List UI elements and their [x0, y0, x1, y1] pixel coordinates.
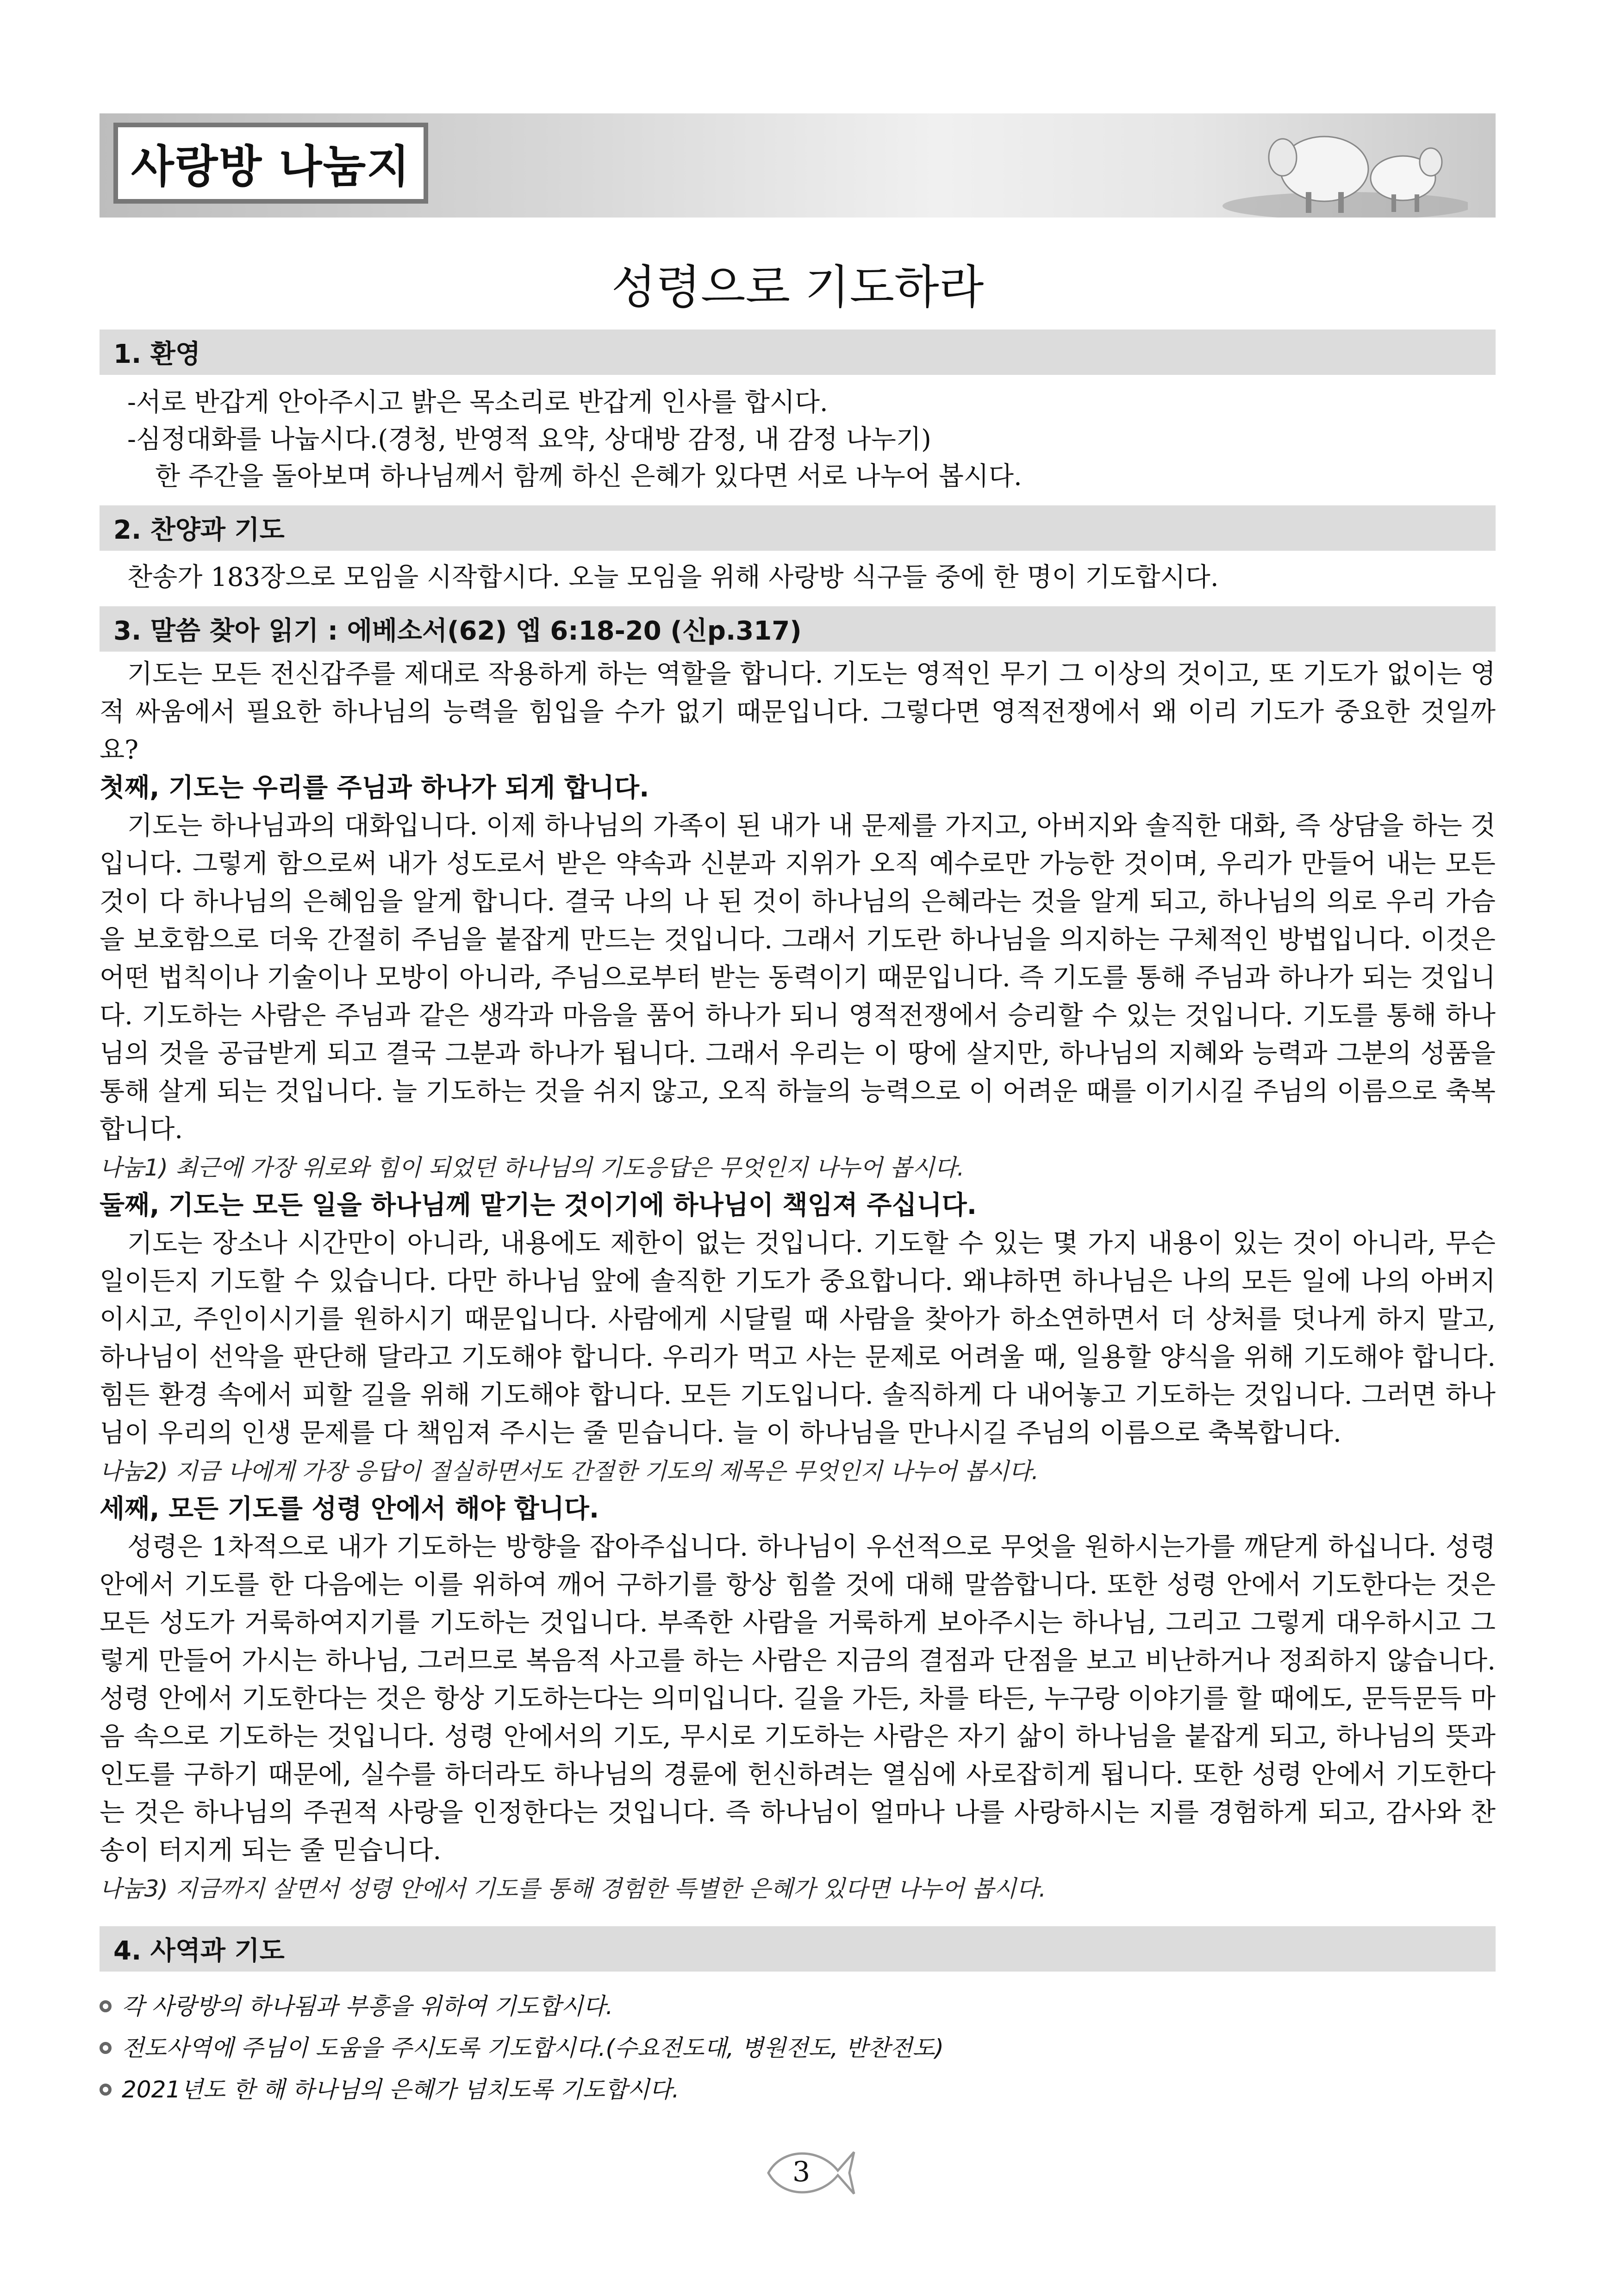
share-question-two: 나눔2) 지금 나에게 가장 응답이 절실하면서도 간절한 기도의 제목은 무엇인지 나누어 봅시다. [100, 1458, 1039, 1485]
sheep-illustration [1209, 113, 1468, 218]
section-heading-ministry: 4. 사역과 기도 [100, 1926, 1496, 1972]
prayer-item [100, 2069, 1496, 2110]
bullet-icon [100, 2084, 112, 2096]
banner-title: 사랑방 나눔지 [113, 123, 428, 204]
praise-text: 찬송가 183장으로 모임을 시작합시다. 오늘 모임을 위해 사랑방 식구들 중에 한 명이 기도합시다. [127, 562, 1219, 592]
share-question-three: 나눔3) 지금까지 살면서 성령 안에서 기도를 통해 경험한 특별한 은혜가 있다면 나누어 봅시다. [100, 1875, 1047, 1902]
section-heading-scripture: 3. 말씀 찾아 읽기 : 에베소서(62) 엡 6:18-20 (신p.317) [100, 606, 1496, 652]
point-two-text: 기도는 장소나 시간만이 아니라, 내용에도 제한이 없는 것입니다. 기도할 수 있는 몇 가지 내용이 있는 것이 아니라, 무슨 일이든지 기도할 수 있습니다. 다만 하나님 앞에 솔직한 기도가 중요합니다. 왜냐하면 하나님은 나의 모든 일에 나의 아버지이시고, 주인이시기를 원하시기 때문입니다. 사람에게 시달릴 때 사람을 찾아가 하소연하면서 더 상처를 덧나게 하지 말고, 하나님이 선악을 판단해 달라고 기도해야 합니다. 우리가 먹고 사는 문제로 어려울 때, 일용할 양식을 위해 기도해야 합니다. 힘든 환경 속에서 피할 길을 위해 기도해야 합니다. 모든 기도입니다. 솔직하게 다 내어놓고 기도하는 것입니다. 그러면 하나님이 우리의 인생 문제를 다 책임져 주시는 줄 믿습니다. 늘 이 하나님을 만나시길 주님의 이름으로 축복합니다. [100, 1228, 1496, 1448]
welcome-line: -서로 반갑게 안아주시고 밝은 목소리로 반갑게 인사를 합시다. [127, 387, 828, 417]
welcome-line: -심정대화를 나눕시다.(경청, 반영적 요약, 상대방 감정, 내 감정 나누기) [127, 424, 931, 454]
welcome-line: 한 주간을 돌아보며 하나님께서 함께 하신 은혜가 있다면 서로 나누어 봅시다. [155, 461, 1022, 492]
point-three-text: 성령은 1차적으로 내가 기도하는 방향을 잡아주십니다. 하나님이 우선적으로 무엇을 원하시는가를 깨닫게 하십니다. 성령 안에서 기도를 한 다음에는 이를 위하여 깨어 구하기를 항상 힘쓸 것에 대해 말씀합니다. 또한 성령 안에서 기도한다는 것은 모든 성도가 거룩하여지기를 기도하는 것입니다. 부족한 사람을 거룩하게 보아주시는 하나님, 그리고 그렇게 대우하시고 그렇게 만들어 가시는 하나님, 그러므로 복음적 사고를 하는 사람은 지금의 결점과 단점을 보고 비난하거나 정죄하지 않습니다. 성령 안에서 기도한다는 것은 항상 기도하는다는 의미입니다. 길을 가든, 차를 타든, 누구랑 이야기를 할 때에도, 문득문득 마음 속으로 기도하는 것입니다. 성령 안에서의 기도, 무시로 기도하는 사람은 자기 삶이 하나님을 붙잡게 되고, 하나님의 뜻과 인도를 구하기 때문에, 실수를 하더라도 하나님의 경륜에 헌신하려는 열심에 사로잡히게 됩니다. 또한 성령 안에서 기도한다는 것은 하나님의 주권적 사랑을 인정한다는 것입니다. 즉 하나님이 얼마나 나를 사랑하시는 지를 경험하게 되고, 감사와 찬송이 터지게 되는 줄 믿습니다. [100, 1532, 1496, 1866]
point-one-text: 기도는 하나님과의 대화입니다. 이제 하나님의 가족이 된 내가 내 문제를 가지고, 아버지와 솔직한 대화, 즉 상담을 하는 것입니다. 그렇게 함으로써 내가 성도로서 받은 약속과 신분과 지위가 오직 예수로만 가능한 것이며, 우리가 만들어 내는 모든 것이 다 하나님의 은혜임을 알게 합니다. 결국 나의 나 된 것이 하나님의 은혜라는 것을 알게 되고, 하나님의 의로 우리 가슴을 보호함으로 더욱 간절히 주님을 붙잡게 만드는 것입니다. 그래서 기도란 하나님을 의지하는 구체적인 방법입니다. 이것은 어떤 법칙이나 기술이나 모방이 아니라, 주님으로부터 받는 동력이기 때문입니다. 즉 기도를 통해 주님과 하나가 되는 것입니다. 기도하는 사람은 주님과 같은 생각과 마음을 품어 하나가 되니 영적전쟁에서 승리할 수 있는 것입니다. 기도를 통해 하나님의 것을 공급받게 되고 결국 그분과 하나가 됩니다. 그래서 우리는 이 땅에 살지만, 하나님의 지혜와 능력과 그분의 성품을 통해 살게 되는 것입니다. 늘 기도하는 것을 쉬지 않고, 오직 하늘의 능력으로 이 어려운 때를 이기시길 주님의 이름으로 축복합니다. [100, 811, 1496, 1145]
point-one-title: 첫째, 기도는 우리를 주님과 하나가 되게 합니다. [100, 773, 649, 803]
page-number-badge [764, 2143, 856, 2203]
bullet-icon [100, 2000, 112, 2012]
share-question-one: 나눔1) 최근에 가장 위로와 힘이 되었던 하나님의 기도응답은 무엇인지 나누어 봅시다. [100, 1154, 965, 1181]
prayer-item-text: 각 사랑방의 하나됨과 부흥을 위하여 기도합시다. [122, 1993, 613, 2020]
section-heading-praise: 2. 찬양과 기도 [100, 505, 1496, 551]
point-three-title: 세째, 모든 기도를 성령 안에서 해야 합니다. [100, 1494, 599, 1524]
page-number: 3 [792, 2156, 811, 2188]
prayer-item [100, 1985, 1496, 2027]
point-two-title: 둘째, 기도는 모든 일을 하나님께 맡기는 것이기에 하나님이 책임져 주십니다. [100, 1190, 977, 1220]
prayer-item [100, 2027, 1496, 2069]
scripture-intro: 기도는 모든 전신갑주를 제대로 작용하게 하는 역할을 합니다. 기도는 영적인 무기 그 이상의 것이고, 또 기도가 없이는 영적 싸움에서 필요한 하나님의 능력을 힘입을 수가 없기 때문입니다. 그렇다면 영적전쟁에서 왜 이리 기도가 중요한 것일까요? [100, 659, 1496, 765]
section-heading-welcome: 1. 환영 [100, 330, 1496, 375]
page [100, 113, 1496, 2110]
prayer-item-text: 2021년도 한 해 하나님의 은혜가 넘치도록 기도합시다. [122, 2076, 680, 2103]
prayer-item-text: 전도사역에 주님이 도움을 주시도록 기도합시다.(수요전도대, 병원전도, 반찬전도) [122, 2035, 944, 2061]
main-title: 성령으로 기도하라 [611, 260, 984, 314]
bullet-icon [100, 2042, 112, 2054]
header-banner [100, 113, 1496, 218]
